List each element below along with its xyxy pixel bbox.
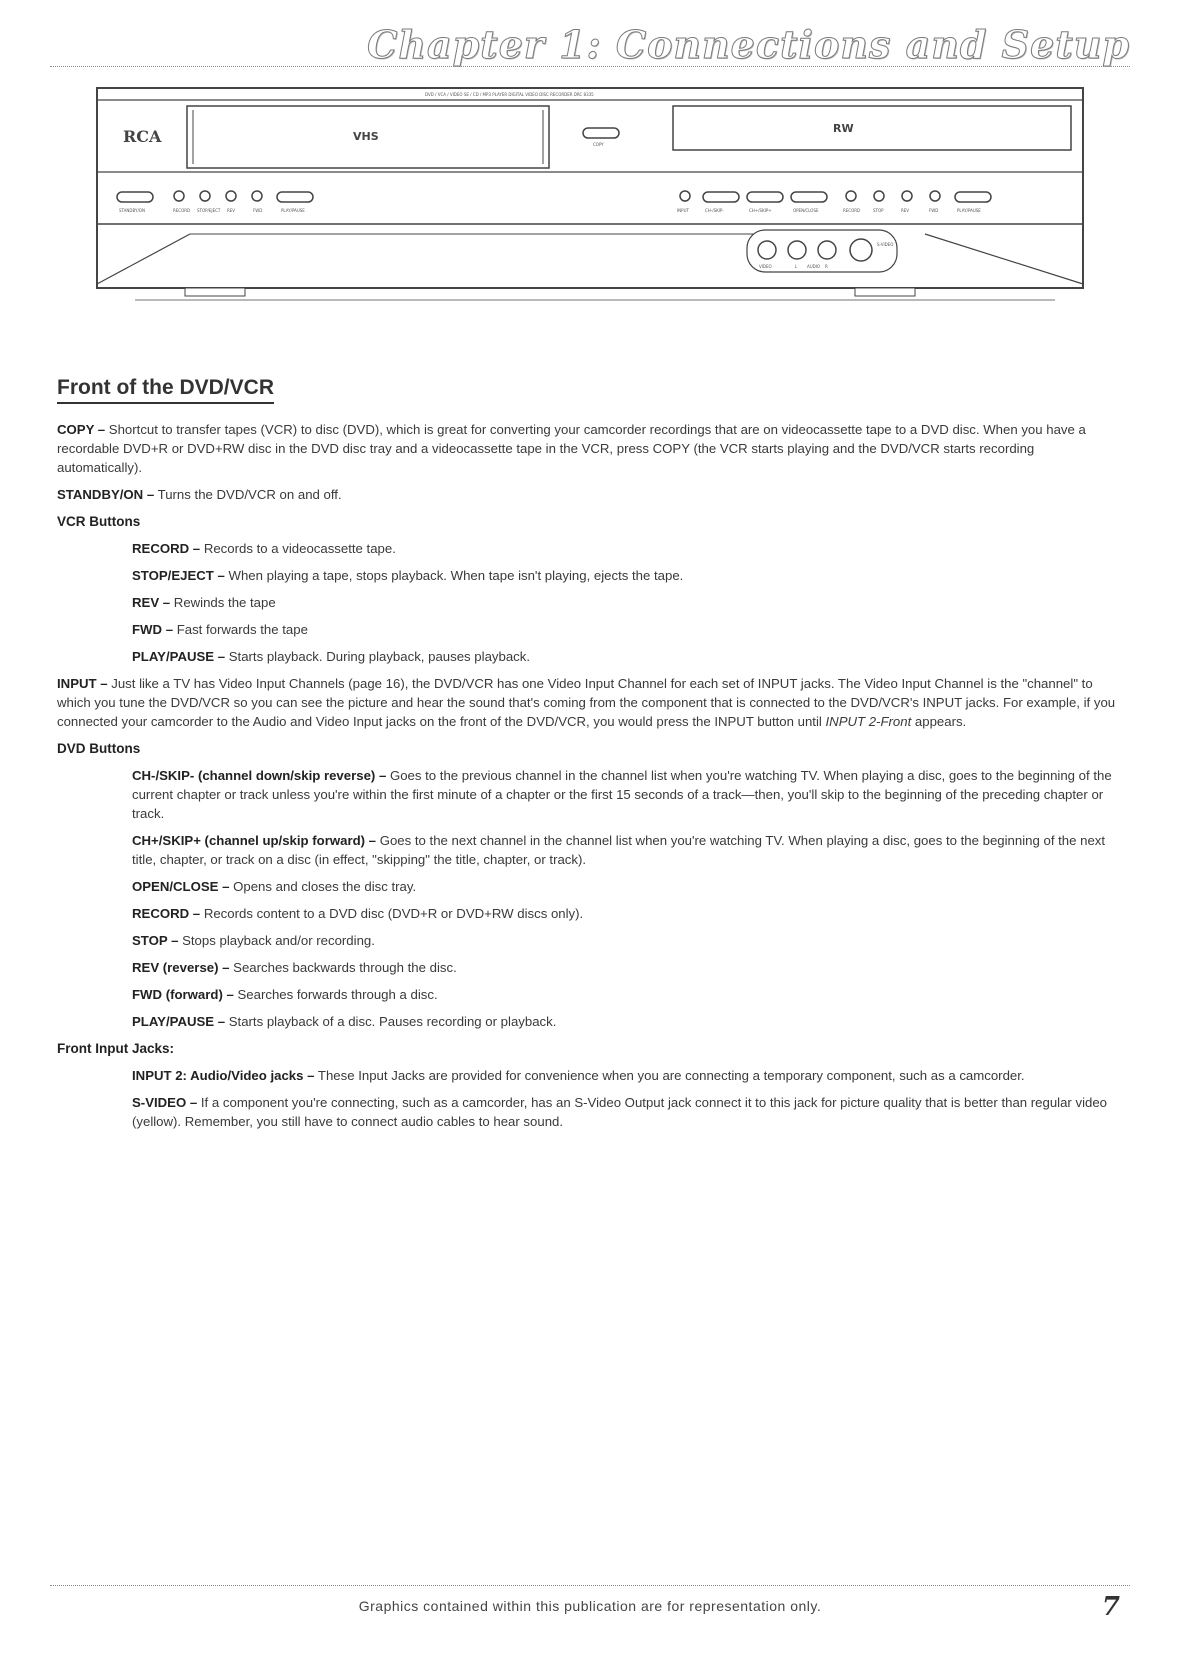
copy-description: COPY – Shortcut to transfer tapes (VCR) to disc (DVD), which is great for converting your camcorder recordings that are on videocassette tape to a DVD disc. When you have a recordable DVD+R or DVD+RW disc in the DVD disc tray and a videocassette tape in the VCR, press COPY (the VCR starts playing and the DVD/VCR starts recording automatically). [57,422,1086,475]
vcr-rev-label: REV [227,208,236,213]
dvd-play-pause-button [955,192,991,202]
rw-logo: RW [833,122,854,135]
open-close-description: OPEN/CLOSE – Opens and closes the disc tray. [132,879,417,894]
vcr-stop-eject-button [200,191,210,201]
vcr-fwd-description: FWD – Fast forwards the tape [132,622,308,637]
vcr-fwd-label: FWD [253,208,263,213]
dvd-vcr-front-panel-illustration [95,84,1085,324]
front-foot-left [185,288,245,296]
input-2-jacks-description: INPUT 2: Audio/Video jacks – These Input Jacks are provided for convenience when you are connecting a temporary component, such as a camcorder. [132,1068,1025,1083]
dvd-fwd-button [930,191,940,201]
input-label: INPUT [677,208,689,213]
dvd-buttons-heading: DVD Buttons [57,741,141,756]
section-title: Front of the DVD/VCR [57,376,274,404]
vcr-rev-description: REV – Rewinds the tape [132,595,276,610]
standby-on-button [117,192,153,202]
dvd-record-label: RECORD [843,208,861,213]
vcr-stop-eject-description: STOP/EJECT – When playing a tape, stops playback. When tape isn't playing, ejects the tape. [132,568,684,583]
s-video-jack-label: S-VIDEO [877,242,894,247]
copy-button-label: COPY [593,142,604,147]
front-input-jacks-heading: Front Input Jacks: [57,1041,175,1056]
vcr-record-label: RECORD [173,208,191,213]
dvd-disc-tray [673,106,1071,150]
standby-on-label: STANDBY/ON [119,208,145,213]
ch-skip-minus-button [703,192,739,202]
header-rule [50,66,1130,67]
input-description: INPUT – Just like a TV has Video Input Channels (page 16), the DVD/VCR has one Video Input Channel for each set of INPUT jacks. The Video Input Channel is the "channel" to which you tune the DVD/VCR so you can see the picture and hear the sound that's coming from the component that is connected to the DVD/VCR's INPUT jacks. For example, if you connected your camcorder to the Audio and Video Input jacks on the front of the DVD/VCR, you would press the INPUT button until INPUT 2-Front appears. [57,676,1116,729]
vcr-record-description: RECORD – Records to a videocassette tape. [132,541,396,556]
dvd-rev-button [902,191,912,201]
s-video-description: S-VIDEO – If a component you're connecting, such as a camcorder, has an S-Video Output jack connect it to this jack for picture quality that is better than regular video (yellow). Remember, you still have to connect audio cables to hear sound. [132,1095,1108,1129]
s-video-jack [850,239,872,261]
ch-skip-plus-button [747,192,783,202]
audio-jack-label: AUDIO [807,264,821,269]
dvd-fwd-description: FWD (forward) – Searches forwards through a disc. [132,987,438,1002]
dvd-fwd-label: FWD [929,208,939,213]
page-number: 7 [1101,1592,1120,1622]
dvd-stop-button [874,191,884,201]
open-close-label: OPEN/CLOSE [793,208,819,213]
audio-right-jack-label: R [825,264,828,269]
standby-description: STANDBY/ON – Turns the DVD/VCR on and off. [57,487,342,502]
vcr-play-pause-label: PLAY/PAUSE [281,208,305,213]
vcr-play-pause-description: PLAY/PAUSE – Starts playback. During playback, pauses playback. [132,649,531,664]
input-button [680,191,690,201]
vhs-logo: VHS [353,130,379,143]
ch-skip-plus-description: CH+/SKIP+ (channel up/skip forward) – Goes to the next channel in the channel list when you're watching TV. When playing a disc, goes to the beginning of the next title, chapter, or track on a disc (in effect, "skipping" the title, chapter, or track). [132,833,1106,867]
dvd-rev-description: REV (reverse) – Searches backwards through the disc. [132,960,457,975]
vcr-play-pause-button [277,192,313,202]
audio-right-jack [818,241,836,259]
rca-logo: RCA [123,127,162,146]
copy-button [583,128,619,138]
video-jack [758,241,776,259]
ch-skip-minus-description: CH-/SKIP- (channel down/skip reverse) – Goes to the previous channel in the channel list when you're watching TV. When playing a disc, goes to the beginning of the current chapter or track unless you're within the first minute of a chapter or the first 15 seconds of a track—then, you'll skip to the beginning of the preceding chapter or track. [132,768,1112,821]
device-model-label: DVD / VCA / VIDEO SE / CD / MP3 PLAYER DIGITAL VIDEO DISC RECORDER DRC 8335 [425,92,594,97]
ch-skip-minus-label: CH-/SKIP- [705,208,724,213]
vcr-buttons-heading: VCR Buttons [57,514,141,529]
video-jack-label: VIDEO [759,264,772,269]
dvd-stop-description: STOP – Stops playback and/or recording. [132,933,375,948]
chapter-title: Chapter 1: Connections and Setup [367,22,1130,67]
vcr-rev-button [226,191,236,201]
dvd-record-button [846,191,856,201]
vcr-record-button [174,191,184,201]
ch-skip-plus-label: CH+/SKIP+ [749,208,772,213]
open-close-button [791,192,827,202]
dvd-rev-label: REV [901,208,910,213]
dvd-play-pause-description: PLAY/PAUSE – Starts playback of a disc. Pauses recording or playback. [132,1014,557,1029]
footer-note: Graphics contained within this publication are for representation only. [358,1598,822,1614]
front-foot-right [855,288,915,296]
description-body [57,420,1122,1139]
dvd-play-pause-label: PLAY/PAUSE [957,208,981,213]
dvd-stop-label: STOP [873,208,884,213]
vcr-fwd-button [252,191,262,201]
dvd-record-description: RECORD – Records content to a DVD disc (DVD+R or DVD+RW discs only). [132,906,584,921]
vcr-stop-eject-label: STOP/EJECT [197,208,221,213]
footer-rule [50,1585,1130,1586]
audio-left-jack [788,241,806,259]
audio-left-jack-label: L [795,264,798,269]
